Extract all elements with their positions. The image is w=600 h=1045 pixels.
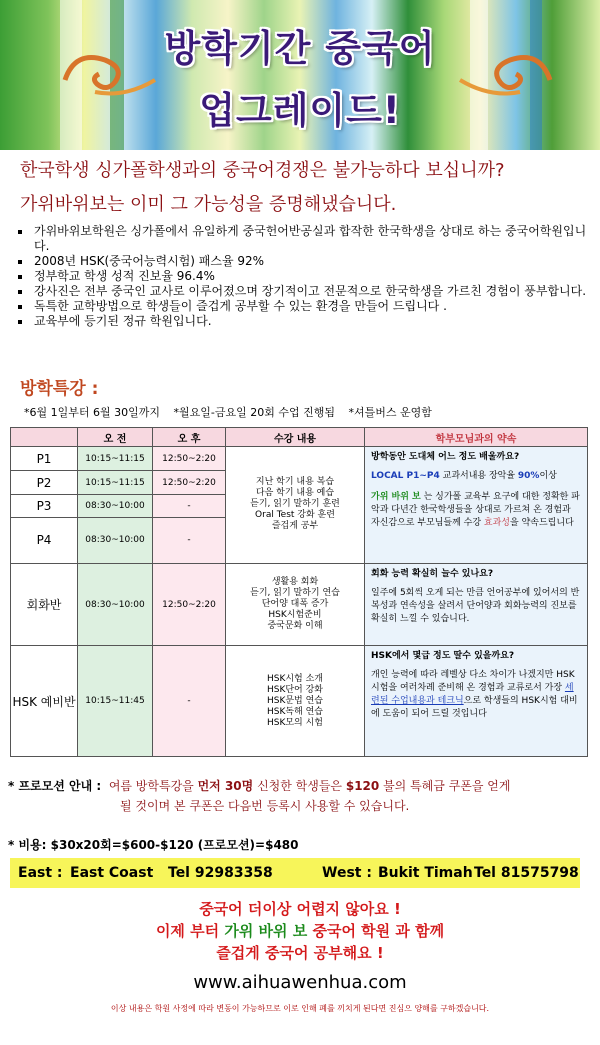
bullet-icon bbox=[18, 320, 22, 324]
banner-title-line2: 업그레이드! bbox=[199, 89, 401, 132]
bullet-icon bbox=[18, 305, 22, 309]
table-row bbox=[11, 447, 588, 471]
note-days: *월요일-금요일 20회 수업 진행됨 bbox=[173, 406, 335, 419]
bullet-icon bbox=[18, 260, 22, 264]
banner-title-line1: 방학기간 중국어 bbox=[164, 27, 436, 70]
pm-time: - bbox=[153, 646, 226, 757]
website-link[interactable]: www.aihuawenhua.com bbox=[193, 972, 407, 993]
am-time: 10:15~11:15 bbox=[78, 471, 153, 495]
bullet-icon bbox=[18, 290, 22, 294]
row-label: P1 bbox=[11, 447, 78, 471]
pm-time: 12:50~2:20 bbox=[153, 447, 226, 471]
east-tel: Tel 92983358 bbox=[168, 865, 273, 881]
west-tel: Tel 81575798 bbox=[474, 865, 579, 881]
am-time: 08:30~10:00 bbox=[78, 563, 153, 646]
slogan-line1: 중국어 더이상 어렵지 않아요 ! bbox=[199, 900, 401, 918]
promotion-label: * 프로모션 안내 : bbox=[8, 779, 102, 793]
table-row bbox=[11, 563, 588, 646]
pm-time: - bbox=[153, 517, 226, 563]
cost-line: * 비용: $30x20회=$600-$120 (프로모션)=$480 bbox=[8, 838, 299, 852]
cloud-swirl-left-icon bbox=[55, 40, 165, 100]
west-area: Bukit Timah bbox=[378, 865, 473, 881]
row-label: P3 bbox=[11, 495, 78, 517]
header-cell: 수강 내용 bbox=[226, 428, 365, 447]
header-cell: 오 전 bbox=[78, 428, 153, 447]
note-period: *6월 1일부터 6월 30일까지 bbox=[24, 406, 160, 419]
footer-disclaimer: 이상 내용은 학원 사정에 따라 변동이 가능하므로 이로 인해 폐를 끼치게 된다면 진심으 양해를 구하겠습니다. bbox=[110, 1004, 490, 1013]
list-item: 강사진은 전부 중국인 교사로 이루어졌으며 장기적이고 전문적으로 한국학생을 가르친 경험이 풍부합니다. bbox=[18, 284, 593, 299]
cloud-swirl-right-icon bbox=[440, 40, 560, 100]
header-banner bbox=[0, 0, 600, 150]
header-cell bbox=[11, 428, 78, 447]
headline-question: 한국학생 싱가폴학생과의 중국어경쟁은 불가능하다 보십니까? bbox=[20, 160, 505, 181]
list-item: 정부학교 학생 성적 진보율 96.4% bbox=[18, 269, 593, 284]
promotion-notice: * 프로모션 안내 : 여름 방학특강을 먼저 30명 신청한 학생들은 $120 불의 특혜금 쿠폰을 얻게 될 것이며 본 쿠폰은 다음번 등록시 사용할 수 있습니다. bbox=[8, 779, 511, 813]
east-label: East : bbox=[18, 865, 63, 881]
pm-time: - bbox=[153, 495, 226, 517]
pm-time: 12:50~2:20 bbox=[153, 471, 226, 495]
feature-list bbox=[18, 224, 593, 329]
am-time: 08:30~10:00 bbox=[78, 495, 153, 517]
schedule-table bbox=[10, 427, 588, 757]
am-time: 08:30~10:00 bbox=[78, 517, 153, 563]
east-area: East Coast bbox=[70, 865, 154, 881]
content-cell: 지난 학기 내용 복습 다음 학기 내용 예습 듣기, 읽기 말하기 훈련 Oral Test 강화 훈련 즐겁게 공부 bbox=[226, 447, 365, 564]
list-item: 독특한 교학방법으로 학생들이 즐겁게 공부할 수 있는 환경을 만들어 드립니다 . bbox=[18, 299, 593, 314]
contact-bar bbox=[10, 858, 580, 888]
row-label: P4 bbox=[11, 517, 78, 563]
bullet-icon bbox=[18, 230, 22, 234]
table-row bbox=[11, 646, 588, 757]
bullet-icon bbox=[18, 275, 22, 279]
schedule-notes bbox=[24, 404, 442, 420]
row-label: P2 bbox=[11, 471, 78, 495]
section-title: 방학특강 : bbox=[20, 379, 99, 399]
pm-time: 12:50~2:20 bbox=[153, 563, 226, 646]
slogan-line2: 이제 부터 가위 바위 보 중국어 학원 과 함께 bbox=[155, 922, 445, 940]
promise-cell: 방학동안 도대체 어느 정도 배울까요? LOCAL P1~P4 교과서내용 장악율 90%이상 가위 바위 보 는 싱가폴 교육부 요구에 대한 정확한 파악과 다년간 한국학생들을 상대로 가르쳐 온 경험과 자신감으로 부모님들께 수강 효과성을 약속드립니다 bbox=[365, 447, 588, 564]
content-cell: 생활용 회화 듣기, 읽기 말하기 연습 단어양 대폭 증가 HSK시험준비 중국문화 이해 bbox=[226, 563, 365, 646]
am-time: 10:15~11:15 bbox=[78, 447, 153, 471]
header-cell: 오 후 bbox=[153, 428, 226, 447]
list-item: 교육부에 등기된 정규 학원입니다. bbox=[18, 314, 593, 329]
headline-statement: 가위바위보는 이미 그 가능성을 증명해냈습니다. bbox=[20, 194, 397, 215]
slogan-line3: 즐겁게 중국어 공부해요 ! bbox=[216, 944, 384, 962]
list-item: 2008년 HSK(중국어능력시험) 패스율 92% bbox=[18, 254, 593, 269]
list-item: 가위바위보학원은 싱가폴에서 유일하게 중국헌어반공실과 합작한 한국학생을 상대로 하는 중국어학원입니다. bbox=[18, 224, 593, 254]
west-label: West : bbox=[322, 865, 372, 881]
content-cell: HSK시험 소개 HSK단어 강화 HSK문법 연습 HSK독해 연습 HSK모의 시험 bbox=[226, 646, 365, 757]
table-header-row bbox=[11, 428, 588, 447]
row-label: 회화반 bbox=[11, 563, 78, 646]
note-shuttle: *셔틀버스 운영함 bbox=[348, 406, 432, 419]
row-label: HSK 예비반 bbox=[11, 646, 78, 757]
header-cell: 학부모님과의 약속 bbox=[365, 428, 588, 447]
promise-cell: 회화 능력 확실히 늘수 있나요? 일주에 5회씩 오게 되는 만큼 언어공부에 있어서의 반복성과 연속성을 살려서 단어양과 회화능력의 진보를 확실히 느낄 수 있습니다. bbox=[365, 563, 588, 646]
am-time: 10:15~11:45 bbox=[78, 646, 153, 757]
promise-cell: HSK에서 몇급 정도 딸수 있을까요? 개인 능력에 따라 레벨상 다소 차이가 나겠지만 HSK시험을 여러차례 준비해 온 경험과 교류로서 가장 세련된 수업내용과 테크닉으로 학생들의 HSK시험 대비에 도움이 되어 드릴 것입니다 bbox=[365, 646, 588, 757]
